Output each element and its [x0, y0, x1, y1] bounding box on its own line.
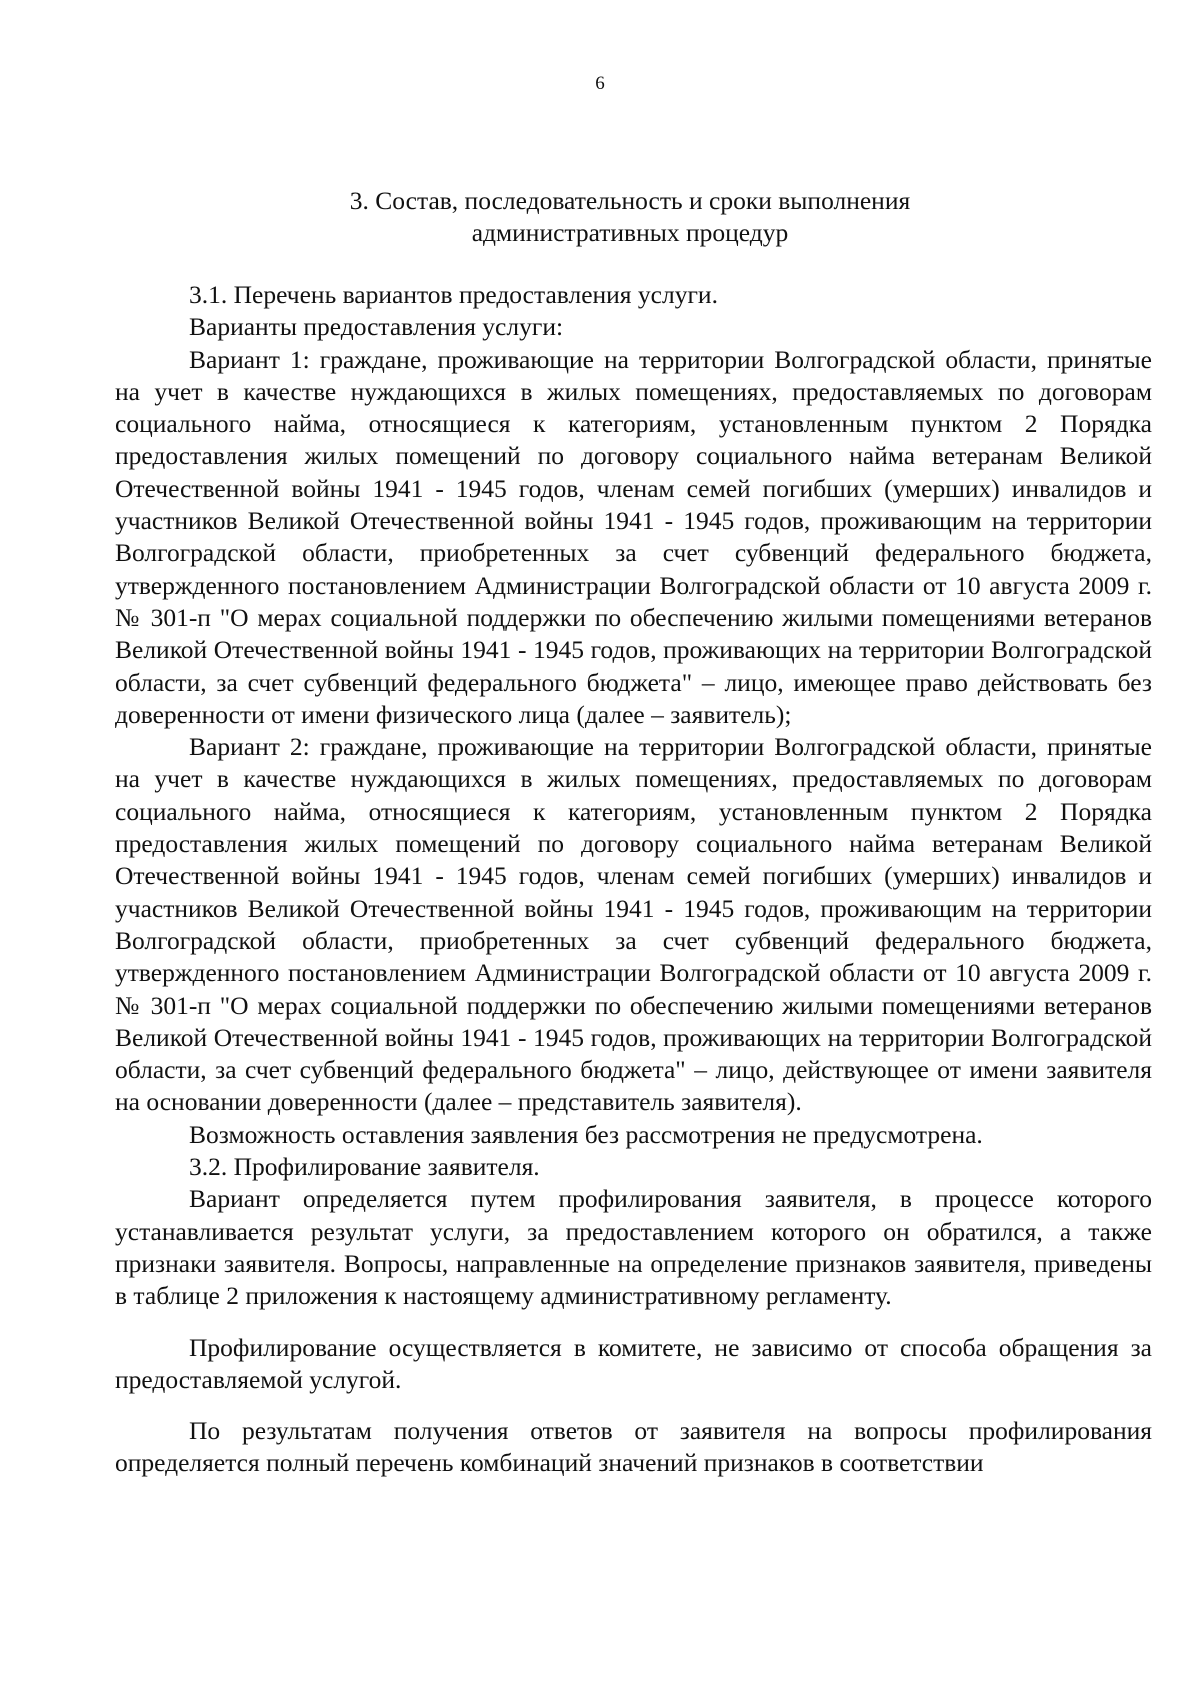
paragraph-variant-2: Вариант 2: граждане, проживающие на территории Волгоградской области, принятые на учет в качестве нуждающихся в жилых помещениях, предоставляемых по договорам социального найма, относящиеся к категориям, установленным пунктом 2 Порядка предоставления жилых помещений по договору социального найма ветеранам Великой Отечественной войны 1941 - 1945 годов, членам семей погибших (умерших) инвалидов и участников Великой Отечественной войны 1941 - 1945 годов, проживающим на территории Волгоградской области, приобретенных за счет субвенций федерального бюджета, утвержденного постановлением Администрации Волгоградской области от 10 августа 2009 г. № 301-п "О мерах социальной поддержки по обеспечению жилыми помещениями ветеранов Великой Отечественной войны 1941 - 1945 годов, проживающих на территории Волгоградской области, за счет субвенций федерального бюджета" – лицо, действующее от имени заявителя на основании доверенности (далее – представитель заявителя). — [115, 732, 1152, 1117]
paragraph-profiling-location: Профилирование осуществляется в комитете, не зависимо от способа обращения за предоставляемой услугой. — [115, 1332, 1152, 1394]
section-heading — [130, 185, 1130, 249]
section-heading-line-2: административных процедур — [471, 218, 789, 247]
page-number: 6 — [595, 73, 605, 94]
document-body — [115, 279, 1152, 1480]
paragraph-no-dismissal: Возможность оставления заявления без рассмотрения не предусмотрена. — [189, 1119, 983, 1149]
section-heading-line-1: 3. Состав, последовательность и сроки выполнения — [349, 186, 911, 215]
paragraph-profiling-heading: 3.2. Профилирование заявителя. — [189, 1152, 540, 1182]
paragraph-variants-intro: Варианты предоставления услуги: — [189, 312, 564, 342]
paragraph-profiling-results: По результатам получения ответов от заявителя на вопросы профилирования определяется полный перечень комбинаций значений признаков в соответствии — [115, 1416, 1152, 1478]
paragraph-profiling-description: Вариант определяется путем профилирования заявителя, в процессе которого устанавливается результат услуги, за предоставлением которого он обратился, а также признаки заявителя. Вопросы, направленные на определение признаков заявителя, приведены в таблице 2 приложения к настоящему административному регламенту. — [115, 1184, 1152, 1311]
paragraph-list-of-variants: 3.1. Перечень вариантов предоставления услуги. — [189, 280, 718, 309]
paragraph-variant-1: Вариант 1: граждане, проживающие на территории Волгоградской области, принятые на учет в качестве нуждающихся в жилых помещениях, предоставляемых по договорам социального найма, относящиеся к категориям, установленным пунктом 2 Порядка предоставления жилых помещений по договору социального найма ветеранам Великой Отечественной войны 1941 - 1945 годов, членам семей погибших (умерших) инвалидов и участников Великой Отечественной войны 1941 - 1945 годов, проживающим на территории Волгоградской области, приобретенных за счет субвенций федерального бюджета, утвержденного постановлением Администрации Волгоградской области от 10 августа 2009 г. № 301-п "О мерах социальной поддержки по обеспечению жилыми помещениями ветеранов Великой Отечественной войны 1941 - 1945 годов, проживающих на территории Волгоградской области, за счет субвенций федерального бюджета" – лицо, имеющее право действовать без доверенности от имени физического лица (далее – заявитель); — [115, 344, 1152, 729]
